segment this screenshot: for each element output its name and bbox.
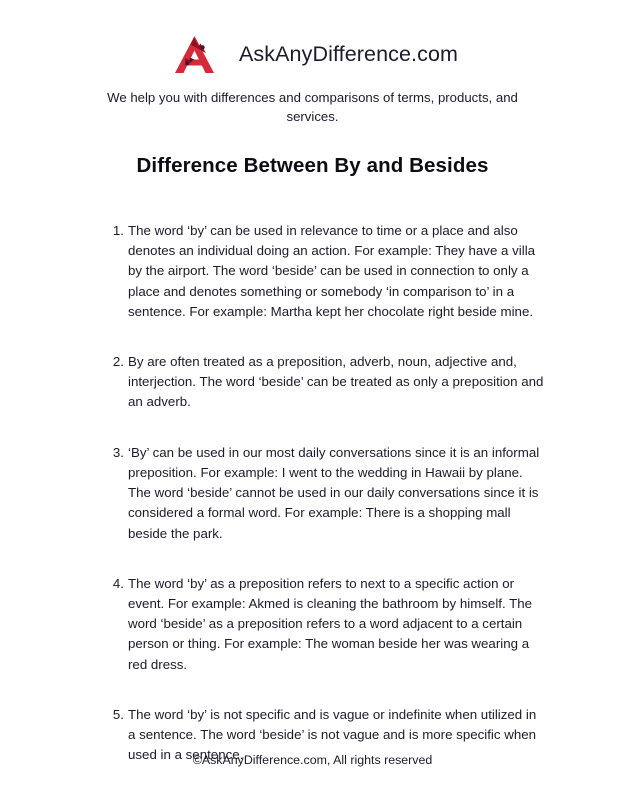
list-item-number: 4. xyxy=(112,575,124,591)
document-header xyxy=(0,0,625,179)
list-item xyxy=(0,221,625,322)
list-item-number: 3. xyxy=(112,444,124,460)
list-item xyxy=(0,443,625,544)
list-item-text: The word ‘by’ is not specific and is vague or indefinite when utilized in a sentence. The word ‘beside’ is not vague and is more specific when used in a sentence. xyxy=(128,706,537,763)
list-item-text: The word ‘by’ as a preposition refers to next to a specific action or event. For example: Akmed is cleaning the bathroom by himself. The word ‘beside’ as a preposition refers to a word adjacent to a certain person or thing. For example: The woman beside her was wearing a red dress. xyxy=(128,575,533,672)
list-item-text: By are often treated as a preposition, adverb, noun, adjective and, interjection. The word ‘beside’ can be treated as only a preposition and an adverb. xyxy=(128,354,544,410)
footer-copyright: ©AskAnyDifference.com, All rights reserved xyxy=(192,753,433,767)
brand-row xyxy=(0,34,625,76)
difference-points-list xyxy=(0,221,625,765)
list-item-number: 2. xyxy=(112,354,124,370)
site-tagline: We help you with differences and comparisons of terms, products, and services. xyxy=(107,90,518,124)
page-title: Difference Between By and Besides xyxy=(136,154,489,178)
askanydifference-a-logo-icon xyxy=(173,34,217,76)
list-item xyxy=(0,352,625,413)
list-item-text: ‘By’ can be used in our most daily conversations since it is an informal preposition. For example: I went to the wedding in Hawaii by plane. The word ‘beside’ cannot be used in our daily conversations since it is considered a formal word. For example: There is a shopping mall beside the park. xyxy=(128,444,540,541)
list-item-text: The word ‘by’ can be used in relevance to time or a place and also denotes an individual doing an action. For example: They have a villa by the airport. The word ‘beside’ can be used in connection to only a place and denotes something or somebody ‘in comparison to’ in a sentence. For example: Martha kept her chocolate right beside mine. xyxy=(128,223,536,319)
list-item xyxy=(0,574,625,675)
brand-name: AskAnyDifference.com xyxy=(238,42,459,67)
list-item-number: 1. xyxy=(112,223,124,239)
list-item-number: 5. xyxy=(112,706,124,722)
document-content xyxy=(0,221,625,765)
